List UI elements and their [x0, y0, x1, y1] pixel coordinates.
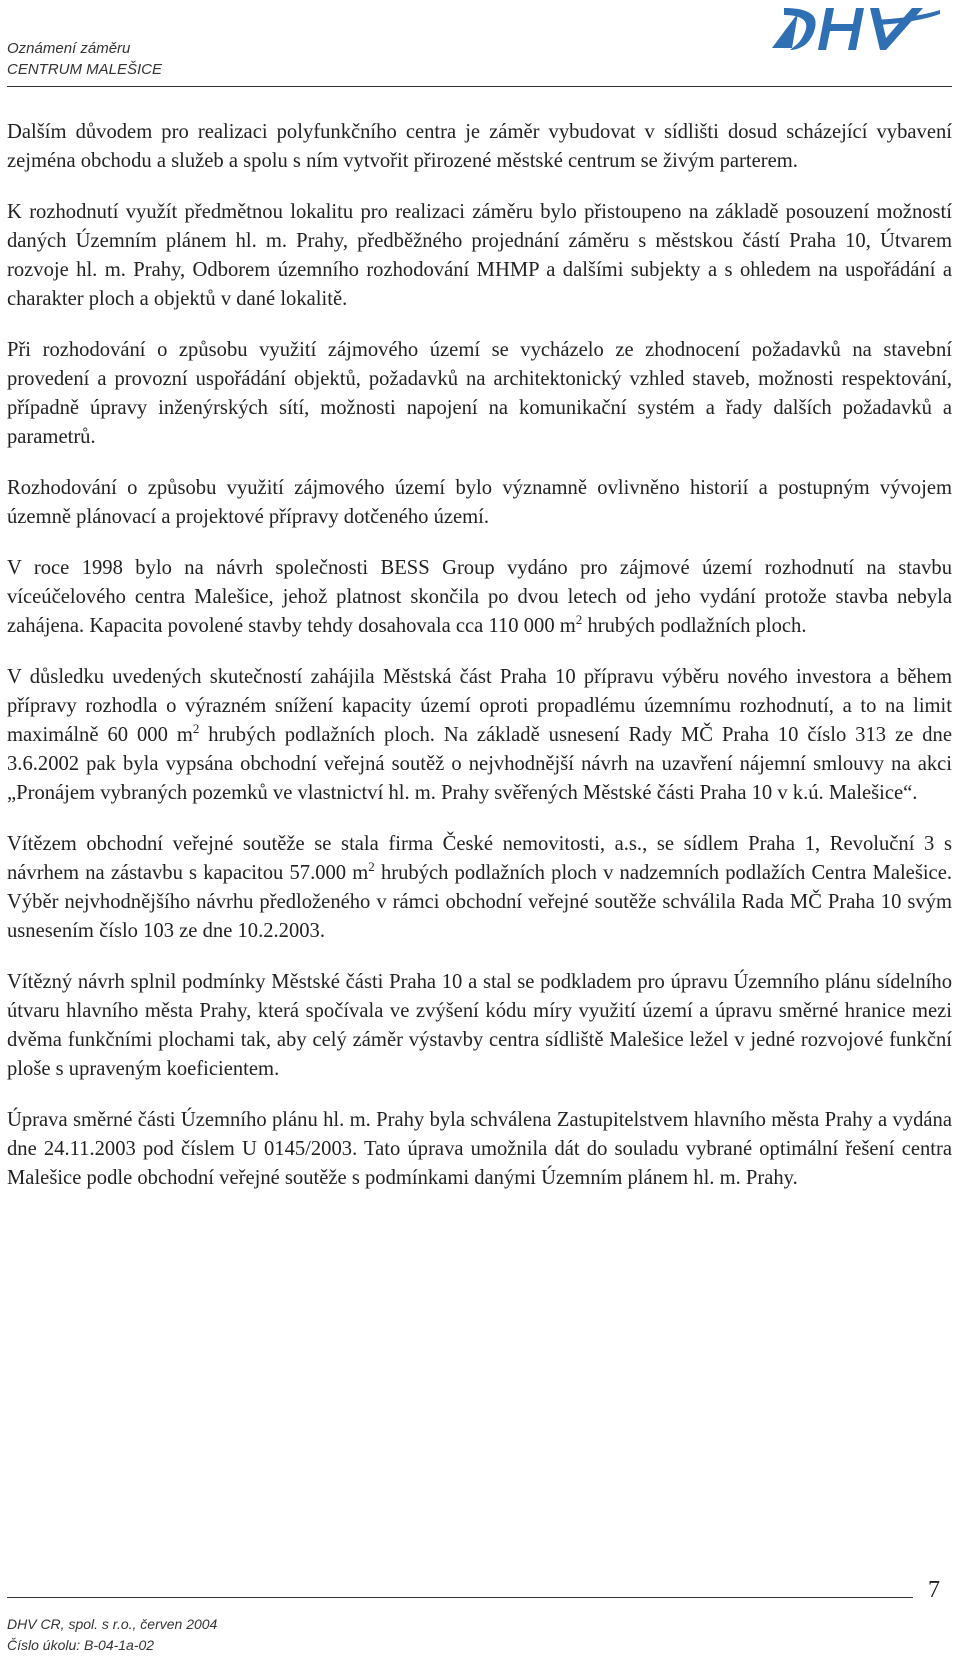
paragraph [7, 830, 952, 946]
page-header [7, 38, 162, 80]
dhv-logo [770, 4, 942, 54]
paragraph: Dalším důvodem pro realizaci polyfunkčního centra je záměr vybudovat v sídlišti dosud scházející vybavení zejména obchodu a služeb a spolu s ním vytvořit přirozené městské centrum se živým parterem. [7, 121, 952, 172]
superscript: 2 [575, 612, 583, 628]
footer-company-date: DHV CR, spol. s r.o., červen 2004 [7, 1616, 218, 1632]
paragraph: K rozhodnutí využít předmětnou lokalitu pro realizaci záměru bylo přistoupeno na základě posouzení možností daných Územním plánem hl. m. Prahy, předběžného projednání záměru s městskou částí Praha 10, Útvarem rozvoje hl. m. Prahy, Odborem územního rozhodování MHMP a dalšími subjekty a s ohledem na uspořádání a charakter ploch a objektů v dané lokalitě. [7, 201, 952, 310]
paragraph-text: hrubých podlažních ploch v nadzemních podlažích Centra Malešice. Výběr nejvhodnějšího návrhu předloženého v rámci obchodní veřejné soutěže schválila Rada MČ Praha 10 svým usnesením číslo 103 ze dne 10.2.2003. [7, 862, 952, 942]
page-number: 7 [928, 1577, 940, 1603]
footer-divider [7, 1597, 913, 1598]
paragraph: Rozhodování o způsobu využití zájmového území bylo významně ovlivněno historií a postupným vývojem územně plánovací a projektové přípravy dotčeného území. [7, 477, 952, 528]
header-project-name: CENTRUM MALEŠICE [7, 61, 163, 78]
paragraph-text: hrubých podlažních ploch. Na základě usnesení Rady MČ Praha 10 číslo 313 ze dne 3.6.2002 pak byla vypsána obchodní veřejná soutěž o nejvhodnější návrh na uzavření nájemní smlouvy na akci „Pronájem vybraných pozemků ve vlastnictví hl. m. Prahy svěřených Městské části Praha 10 v k.ú. Malešice“. [7, 724, 952, 804]
paragraph-text: Vítězem obchodní veřejné soutěže se stala firma České nemovitosti, a.s., se sídlem Praha 1, Revoluční 3 s návrhem na zástavbu s kapacitou 57.000 m [7, 833, 952, 884]
document-body [7, 118, 952, 1215]
page-footer [7, 1614, 217, 1656]
paragraph-text: V roce 1998 bylo na návrh společnosti BESS Group vydáno pro zájmové území rozhodnutí na stavbu víceúčelového centra Malešice, jehož platnost skončila po dvou letech od jeho vydání protože stavba nebyla zahájena. Kapacita povolené stavby tehdy dosahovala cca 110 000 m [7, 557, 952, 637]
paragraph: Při rozhodování o způsobu využití zájmového území se vycházelo ze zhodnocení požadavků na stavební provedení a provozní uspořádání objektů, požadavků na architektonický vzhled staveb, možnosti respektování, případně úpravy inženýrských sítí, možnosti napojení na komunikační systém a řady dalších požadavků a parametrů. [7, 339, 952, 448]
paragraph [7, 554, 952, 641]
header-divider [7, 86, 952, 87]
paragraph: Vítězný návrh splnil podmínky Městské části Praha 10 a stal se podkladem pro úpravu Územního plánu sídelního útvaru hlavního města Prahy, která spočívala ve zvýšení kódu míry využití území a úpravu směrné hranice mezi dvěma funkčními plochami tak, aby celý záměr výstavby centra sídliště Malešice ležel v jedné rozvojové funkční ploše s upraveným koeficientem. [7, 971, 952, 1080]
superscript: 2 [192, 721, 200, 737]
paragraph: Úprava směrné části Územního plánu hl. m. Prahy byla schválena Zastupitelstvem hlavního města Prahy a vydána dne 24.11.2003 pod číslem U 0145/2003. Tato úprava umožnila dát do souladu vybrané optimální řešení centra Malešice podle obchodní veřejné soutěže s podmínkami danými Územním plánem hl. m. Prahy. [7, 1109, 952, 1189]
footer-task-number: Číslo úkolu: B-04-1a-02 [7, 1637, 155, 1653]
paragraph [7, 663, 952, 808]
superscript: 2 [368, 859, 375, 875]
header-document-type: Oznámení záměru [7, 40, 131, 57]
paragraph-text: V důsledku uvedených skutečností zahájila Městská část Praha 10 přípravu výběru nového investora a během přípravy rozhodla o výrazném snížení kapacity území oproti propadlému územnímu rozhodnutí, a to na limit maximálně 60 000 m [7, 666, 952, 746]
paragraph-text: hrubých podlažních ploch. [582, 615, 807, 637]
